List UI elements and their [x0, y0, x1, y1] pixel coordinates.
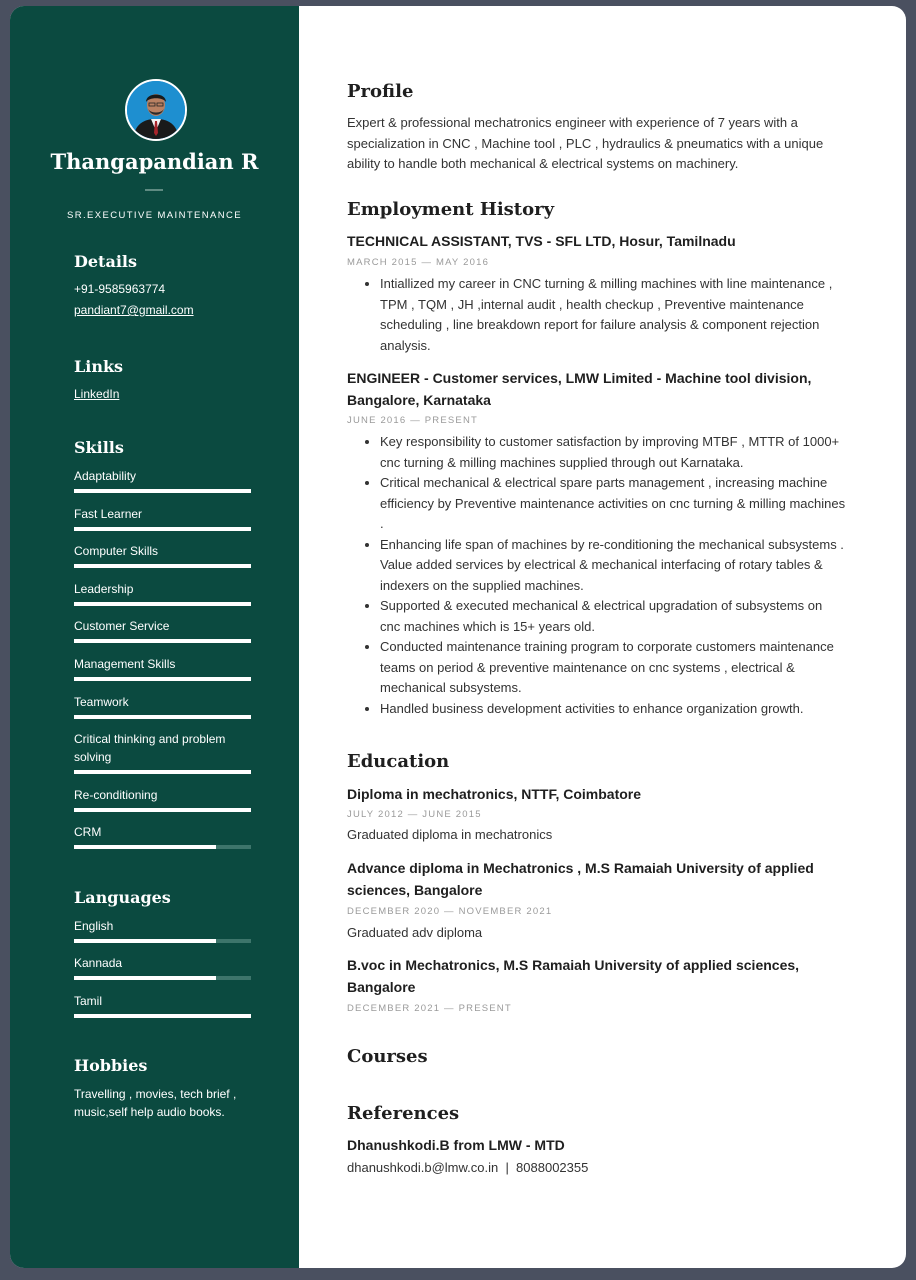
education-title: B.voc in Mechatronics, M.S Ramaiah University of applied sciences, Bangalore: [347, 957, 800, 995]
job-bullet: • Enhancing life span of machines by re-conditioning the mechanical subsystems . Value added services by electrical & mechanical interfacing of rotary tables & indexers on the supplied machines.: [380, 535, 846, 597]
job-bullet: • Conducted maintenance training program to corporate customers maintenance teams on period & preventive maintenance on cnc systems , electrical & mechanical subsystems.: [380, 637, 846, 699]
skill-level-bar: [74, 527, 251, 531]
candidate-name: Thangapandian R: [50, 149, 259, 174]
language-item: [74, 954, 251, 972]
education-dates: JULY 2012 — JUNE 2015: [347, 809, 482, 820]
skill-level-bar: [74, 489, 251, 493]
skill-level-bar: [74, 845, 251, 849]
skill-item: [74, 823, 251, 841]
job-title-heading: ENGINEER - Customer services, LMW Limited - Machine tool division, Bangalore, Karnataka: [347, 370, 812, 408]
courses-heading: Courses: [347, 1046, 428, 1067]
education-dates: DECEMBER 2021 — PRESENT: [347, 1003, 512, 1014]
job-bullet: • Handled business development activities to enhance organization growth.: [380, 699, 846, 720]
skill-label: Critical thinking and problem solving: [74, 732, 226, 764]
job-bullets: [347, 432, 846, 719]
skill-label: Computer Skills: [74, 544, 159, 558]
person-photo-icon: [127, 81, 185, 139]
education-desc: Graduated adv diploma: [347, 925, 483, 940]
sidebar: [10, 6, 299, 1268]
language-level-bar: [74, 1014, 251, 1018]
job-dates: MARCH 2015 — MAY 2016: [347, 257, 490, 268]
profile-text: Expert & professional mechatronics engineer with experience of 7 years with a specialization in CNC , Machine tool , PLC , hydraulics & pneumatics with a unique ability to handle both mechanical & electrical systems on machinery.: [347, 115, 824, 171]
skill-level-bar: [74, 808, 251, 812]
reference-contact: dhanushkodi.b@lmw.co.in | 8088002355: [347, 1160, 589, 1175]
education-heading: Education: [347, 751, 450, 772]
job-title: SR.EXECUTIVE MAINTENANCE: [66, 210, 243, 221]
language-level-bar: [74, 939, 251, 943]
skill-level-bar: [74, 602, 251, 606]
skill-item: [74, 580, 251, 598]
language-label: English: [74, 919, 114, 933]
skill-label: CRM: [74, 825, 102, 839]
skill-level-bar: [74, 564, 251, 568]
skill-level-bar: [74, 770, 251, 774]
language-label: Kannada: [74, 956, 123, 970]
education-desc: Graduated diploma in mechatronics: [347, 827, 553, 842]
language-label: Tamil: [74, 994, 103, 1008]
skills-heading: Skills: [74, 438, 124, 457]
skill-item: [74, 542, 251, 560]
skill-label: Adaptability: [74, 469, 137, 483]
education-title: Advance diploma in Mechatronics , M.S Ramaiah University of applied sciences, Bangalore: [347, 860, 814, 898]
skill-item: [74, 467, 251, 485]
job-bullet: • Supported & executed mechanical & electrical upgradation of subsystems on cnc machines which is 15+ years old.: [380, 596, 846, 637]
links-heading: Links: [74, 357, 124, 376]
resume-page: [10, 6, 906, 1268]
skill-label: Fast Learner: [74, 507, 143, 521]
hobbies-heading: Hobbies: [74, 1056, 148, 1075]
language-level-bar: [74, 976, 251, 980]
skill-label: Management Skills: [74, 657, 176, 671]
job-dates: JUNE 2016 — PRESENT: [347, 415, 479, 426]
skill-item: [74, 617, 251, 635]
job-bullet: • Critical mechanical & electrical spare parts management , increasing machine efficiency by Preventive maintenance activities on cnc turning & milling machines .: [380, 473, 846, 535]
skill-label: Customer Service: [74, 619, 170, 633]
skill-item: [74, 730, 251, 766]
employment-heading: Employment History: [347, 199, 555, 220]
avatar: [125, 79, 187, 141]
skill-item: [74, 693, 251, 711]
skill-label: Re-conditioning: [74, 788, 158, 802]
name-divider: [145, 189, 163, 191]
language-item: [74, 917, 251, 935]
education-dates: DECEMBER 2020 — NOVEMBER 2021: [347, 906, 553, 917]
email-link[interactable]: pandiant7@gmail.com: [74, 303, 194, 317]
skill-level-bar: [74, 677, 251, 681]
job-bullet: • Intiallized my career in CNC turning & milling machines with line maintenance , TPM , TQM , JH ,internal audit , health checkup , Preventive maintenance scheduling , line breakdown report for failure analysis & component rejection analysis.: [380, 274, 846, 356]
skill-item: [74, 786, 251, 804]
language-item: [74, 992, 251, 1010]
skill-level-bar: [74, 639, 251, 643]
skill-label: Teamwork: [74, 695, 129, 709]
hobbies-text: Travelling , movies, tech brief , music,self help audio books.: [74, 1087, 237, 1119]
references-heading: References: [347, 1103, 460, 1124]
job-title-heading: TECHNICAL ASSISTANT, TVS - SFL LTD, Hosur, Tamilnadu: [347, 233, 736, 249]
skill-label: Leadership: [74, 582, 134, 596]
linkedin-link[interactable]: LinkedIn: [74, 387, 120, 401]
reference-name: Dhanushkodi.B from LMW - MTD: [347, 1137, 565, 1153]
skill-item: [74, 505, 251, 523]
education-title: Diploma in mechatronics, NTTF, Coimbatore: [347, 786, 642, 802]
phone-number: +91-9585963774: [74, 282, 166, 296]
languages-heading: Languages: [74, 888, 171, 907]
skill-level-bar: [74, 715, 251, 719]
profile-heading: Profile: [347, 81, 414, 102]
details-heading: Details: [74, 252, 137, 271]
job-bullet: • Key responsibility to customer satisfaction by improving MTBF , MTTR of 1000+ cnc turning & milling machines supplied through out Karnataka.: [380, 432, 846, 473]
job-bullets: [347, 274, 846, 356]
skill-item: [74, 655, 251, 673]
